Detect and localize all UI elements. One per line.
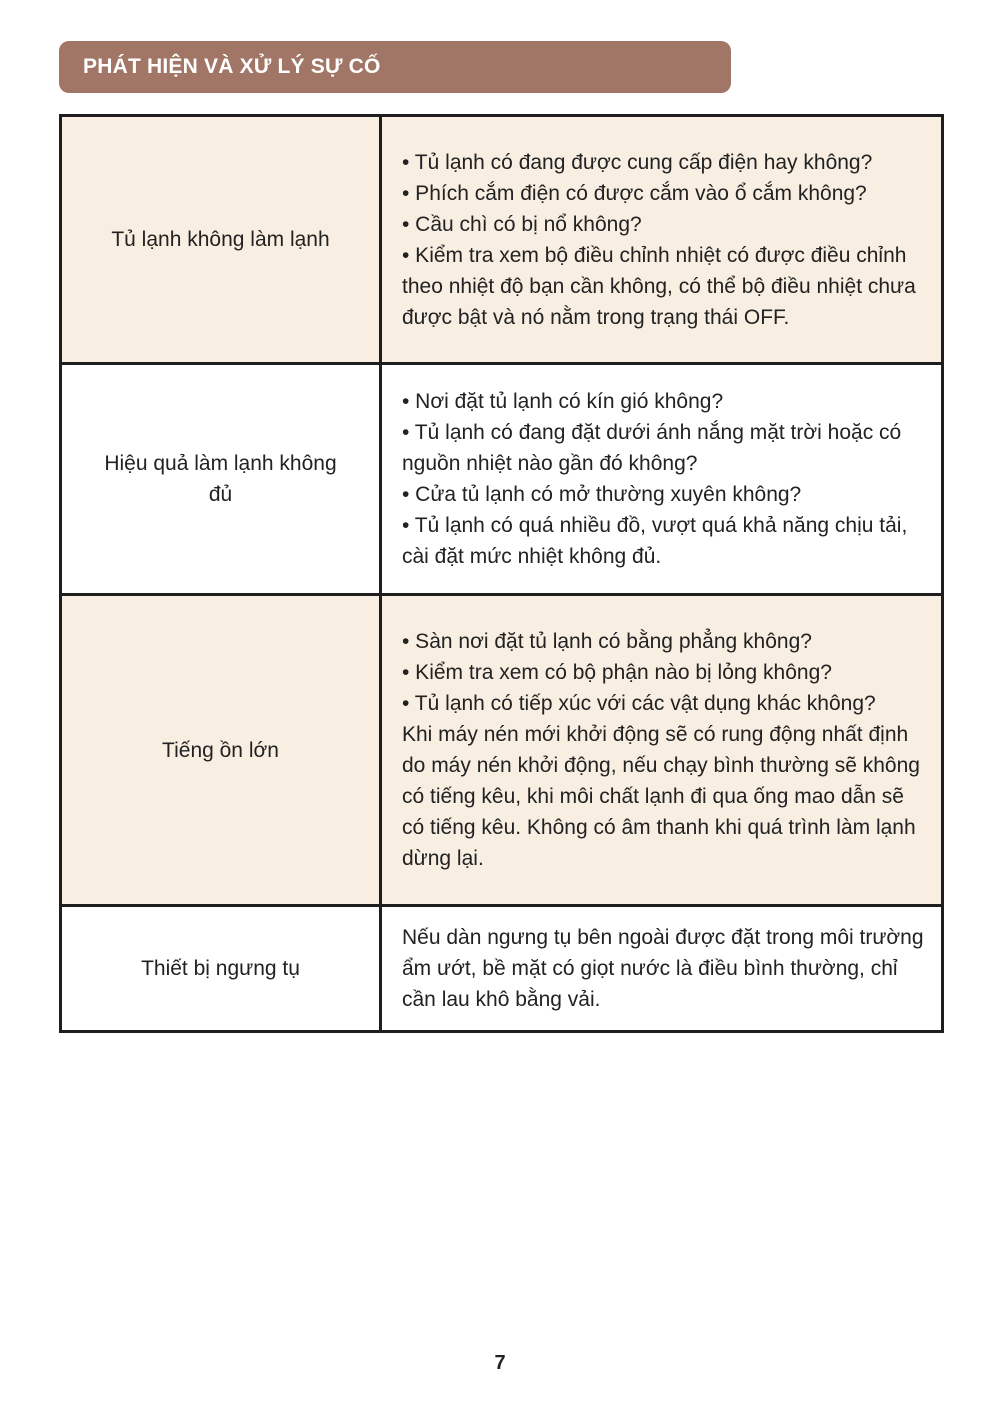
- troubleshooting-table: [59, 114, 944, 1033]
- solution-line: • Tủ lạnh có tiếp xúc với các vật dụng khác không?: [402, 692, 876, 715]
- page-number: 7: [494, 1352, 506, 1374]
- solution-line: • Sàn nơi đặt tủ lạnh có bằng phẳng không?: [402, 630, 812, 653]
- solution-line: • Nơi đặt tủ lạnh có kín gió không?: [402, 390, 724, 413]
- solution-cell: [381, 364, 943, 595]
- section-header-bar: [59, 41, 731, 93]
- solution-line: • Cầu chì có bị nổ không?: [402, 212, 642, 236]
- solution-line: • Phích cắm điện có được cắm vào ổ cắm không?: [402, 181, 867, 205]
- table-row: [61, 364, 943, 595]
- solution-cell: [381, 906, 943, 1032]
- section-title: PHÁT HIỆN VÀ XỬ LÝ SỰ CỐ: [83, 55, 381, 78]
- solution-line: • Cửa tủ lạnh có mở thường xuyên không?: [402, 483, 802, 506]
- solution-line: Khi máy nén mới khởi động sẽ có rung động nhất định do máy nén khởi động, nếu chạy bình thường sẽ không có tiếng kêu, khi môi chất lạnh đi qua ống mao dẫn sẽ có tiếng kêu. Không có âm thanh khi quá trình làm lạnh dừng lại.: [402, 723, 920, 870]
- solution-line: • Kiểm tra xem bộ điều chỉnh nhiệt có được điều chỉnh theo nhiệt độ bạn cần không, có thể bộ điều nhiệt chưa được bật và nó nằm trong trạng thái OFF.: [402, 243, 916, 329]
- problem-cell: Thiết bị ngưng tụ: [61, 906, 381, 1032]
- table-row: [61, 906, 943, 1032]
- problem-cell: Hiệu quả làm lạnh không đủ: [61, 364, 381, 595]
- solution-line: • Kiểm tra xem có bộ phận nào bị lỏng không?: [402, 661, 832, 684]
- problem-cell: Tiếng ồn lớn: [61, 595, 381, 906]
- solution-line: • Tủ lạnh có đang đặt dưới ánh nắng mặt trời hoặc có nguồn nhiệt nào gần đó không?: [402, 421, 902, 475]
- problem-cell: Tủ lạnh không làm lạnh: [61, 116, 381, 364]
- solution-line: Nếu dàn ngưng tụ bên ngoài được đặt trong môi trường ẩm ướt, bề mặt có giọt nước là điều bình thường, chỉ cần lau khô bằng vải.: [402, 926, 924, 1011]
- table-row: [61, 595, 943, 906]
- solution-cell: [381, 116, 943, 364]
- solution-line: • Tủ lạnh có quá nhiều đồ, vượt quá khả năng chịu tải, cài đặt mức nhiệt không đủ.: [402, 514, 908, 568]
- table-row: [61, 116, 943, 364]
- solution-line: • Tủ lạnh có đang được cung cấp điện hay không?: [402, 150, 873, 174]
- solution-cell: [381, 595, 943, 906]
